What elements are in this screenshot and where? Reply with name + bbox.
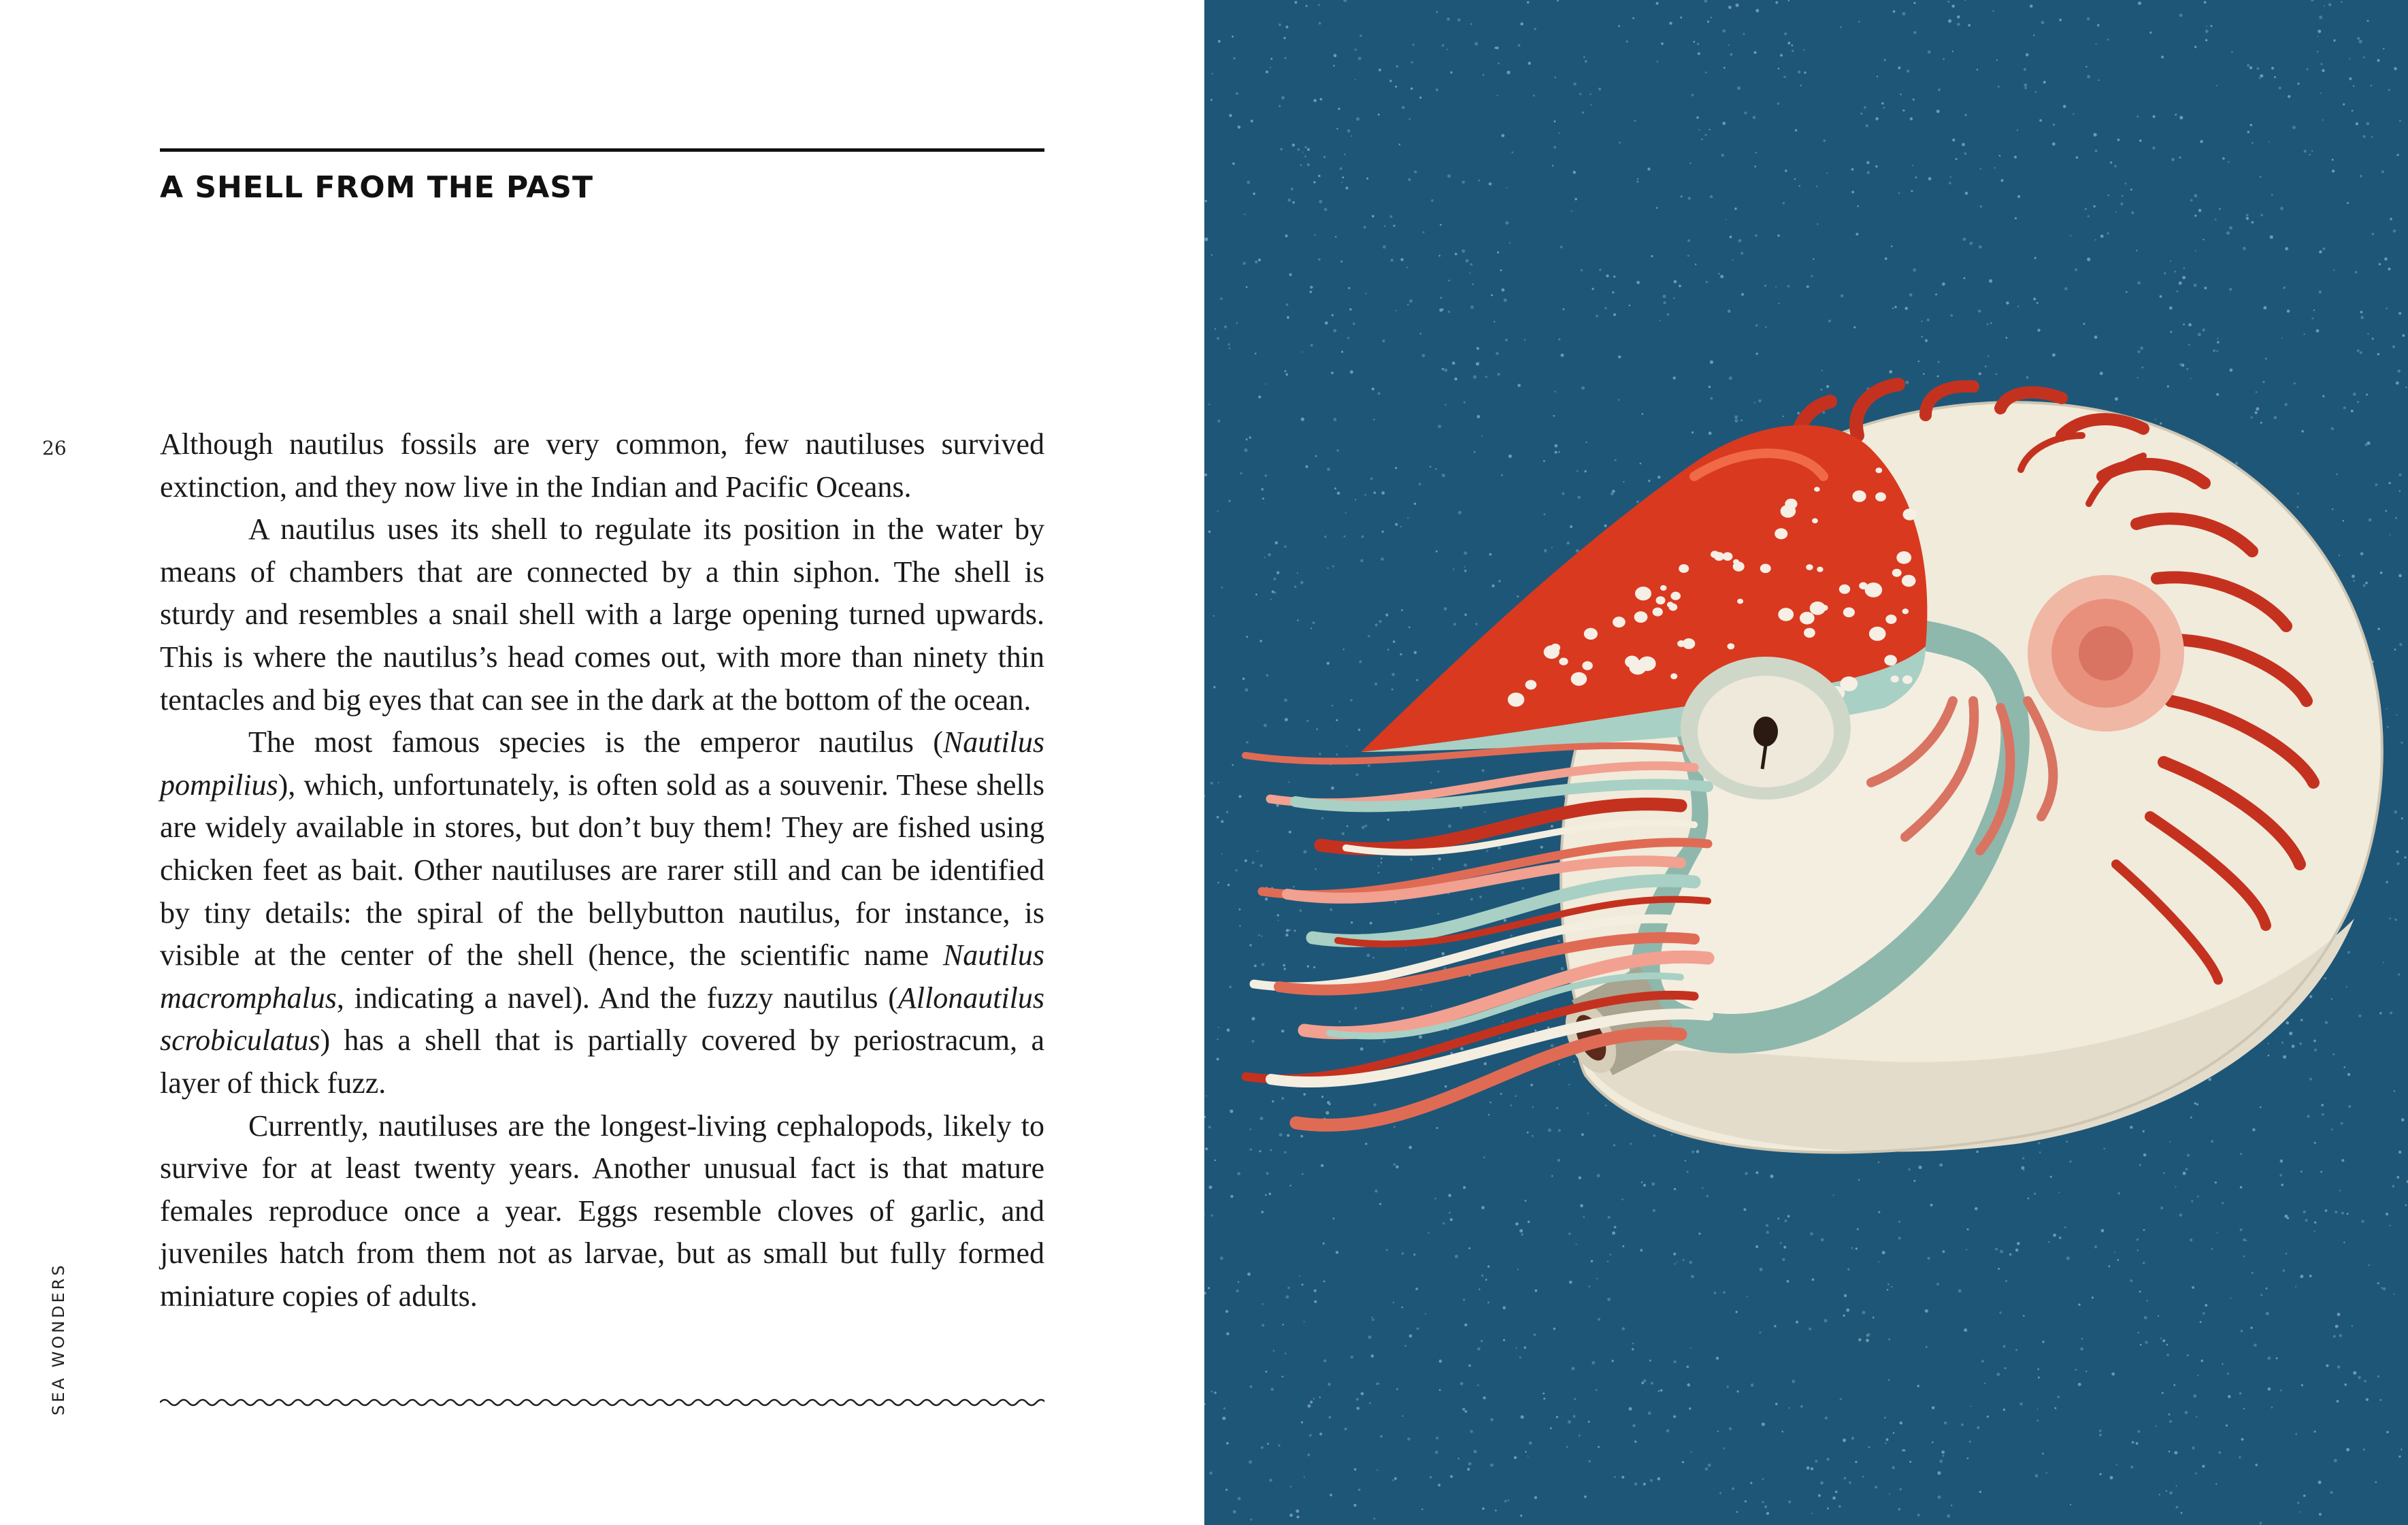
page-number-left: 26 (42, 437, 67, 459)
body-paragraph (160, 423, 1044, 508)
paragraph-text: ) has a shell that is partially covered by periostracum, a layer of thick fuzz. (160, 1023, 1044, 1100)
species-name: Allonautilus scrobiculatus (160, 981, 1044, 1057)
species-name: Nautilus pompilius (160, 725, 1044, 802)
shell-umbilicus (2028, 575, 2184, 732)
right-page (1204, 0, 2408, 1525)
paragraph-text: A nautilus uses its shell to regulate its position in the water by means of chambers that are connected by a thin siphon. The shell is sturdy and resembles a snail shell with a large opening turned upwards. This is where the nautilus’s head comes out, with more than ninety thin tentacles and big eyes that can see in the dark at the bottom of the ocean. (160, 512, 1044, 717)
body-paragraph (160, 1105, 1044, 1318)
body-paragraph (160, 508, 1044, 721)
paragraph-text: Currently, nautiluses are the longest-living cephalopods, likely to survive for at least twenty years. Another unusual fact is that mature females reproduce once a year. Eggs resemble cloves of garlic, and juveniles hatch from them not as larvae, but as small but fully formed miniature copies of adults. (160, 1109, 1044, 1313)
species-name: Nautilus macromphalus (160, 938, 1044, 1015)
title-rule (160, 148, 1044, 152)
paragraph-text: Although nautilus fossils are very common, few nautiluses survived extinction, and they now live in the Indian and Pacific Oceans. (160, 427, 1044, 504)
section-label: SEA WONDERS (49, 1262, 68, 1415)
nautilus-illustration (1204, 0, 2408, 1525)
paragraph-text: ), which, unfortunately, is often sold as a souvenir. These shells are widely available in stores, but don’t buy them! They are fished using chicken feet as bait. Other nautiluses are rarer still and can be identified by tiny details: the spiral of the bellybutton nautilus, for instance, is visible at the center of the shell (hence, the scientific name (160, 768, 1044, 972)
paragraph-text: The most famous species is the emperor nautilus ( (248, 725, 943, 759)
wavy-divider (160, 1395, 1044, 1410)
nautilus-eye (1681, 657, 1851, 800)
page-title: A SHELL FROM THE PAST (160, 170, 593, 205)
paragraph-text: , indicating a navel). And the fuzzy nautilus ( (336, 981, 898, 1015)
body-paragraph (160, 721, 1044, 1104)
body-text (160, 423, 1044, 1317)
